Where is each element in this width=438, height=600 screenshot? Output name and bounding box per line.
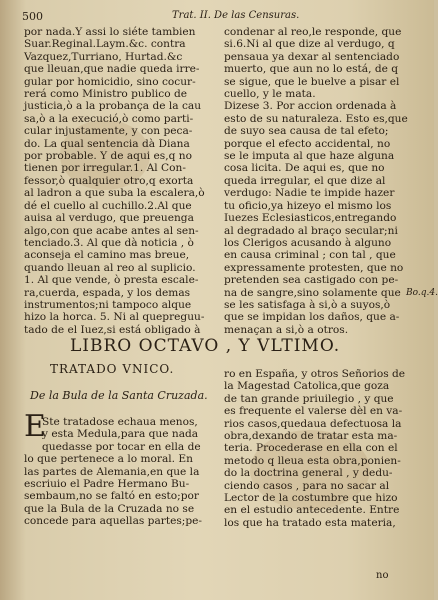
text-line: tu oficio,ya hizeyo el mismo los [224,199,392,212]
text-line: do la doctrina general , y dedu- [224,467,393,480]
text-line: es frequente el valerse dèl en va- [224,405,403,418]
text-line: que se impidan los daños, que a- [224,311,400,324]
text-line: que lleuan,que nadie queda irre- [24,63,200,76]
text-line: expressamente protesten, que no [224,261,404,274]
text-line: concede para aquellas partes;pe- [24,515,203,528]
text-line: dé el cuello al cuchillo.2.Al que [24,199,192,212]
text-line: metodo q lleua esta obra,ponien- [224,454,401,467]
text-line: verdugo: Nadie te impide hazer [224,187,395,200]
right-column-top [224,26,406,336]
text-line: de suyo sea causa de tal efeto; [224,125,389,138]
running-head: Trat. II. De las Censuras. [172,10,300,21]
text-line: do. La qual sentencia dà Diana [24,137,190,150]
text-line: pretenden sea castigado con pe- [224,274,399,287]
text-line: hizo la horca. 5. Ni al quepreguu- [24,311,205,324]
text-line: por probable. Y de aqui es,q no [24,150,192,163]
text-line: quando lleuan al reo al suplicio. [24,261,196,274]
text-line: rerá como Ministro publico de [24,88,188,101]
right-column-bottom [224,368,404,529]
text-line: se les satisfaga à si,ò a suyos,ò [224,298,391,311]
text-line: Suar.Reginal.Laym.&c. contra [24,38,186,51]
text-line: por nada.Y assi lo siéte tambien [24,26,196,38]
catchword: no [376,570,389,581]
text-line: los Clerigos acusando à alguno [224,236,392,249]
drop-cap: E [24,409,46,444]
text-line: gular por homicidio, sino cocur- [24,75,196,88]
treatise-title: TRATADO VNICO. [50,362,175,376]
text-line: las partes de Alemania,en que la [24,465,200,478]
text-line: tienen por irregular.1. Al Con- [24,162,186,175]
text-line: se sigue, que le buelve a pisar el [224,75,400,88]
text-line: Dizese 3. Por accion ordenada à [224,100,397,113]
text-line: sa,ò a la execució,ò como parti- [24,112,194,125]
book-title: LIBRO OCTAVO , Y VLTIMO. [70,336,341,356]
text-line: Vazquez,Turriano, Hurtad.&c [24,50,183,63]
text-line: que la Bula de la Cruzada no se [24,502,195,515]
text-line: ra,cuerda, espada, y los demas [24,286,191,299]
text-line: la Magestad Catolica,que goza [224,380,390,393]
text-line: instrumentos;ni tampoco alque [24,298,192,311]
text-line: cuello, y le mata. [224,88,316,101]
text-line: Iuezes Eclesiasticos,entregando [224,212,397,225]
text-line: al degradado al braço secular;ni [224,224,398,237]
text-line: ciendo casos , para no sacar al [224,479,390,492]
margin-note: Bo.q.4. [406,288,438,298]
text-line: cular injustamente, y con peca- [24,125,193,138]
text-line: cosa licita. De aqui es, que no [224,162,385,175]
text-line: justicia,ò a la probança de la cau [24,100,202,113]
left-column-bottom [24,416,214,528]
text-line: los que ha tratado esta materia, [224,516,396,529]
text-line: tenciado.3. Al que dà noticia , ò [24,236,194,249]
text-line: en causa criminal ; con tal , que [224,249,396,262]
text-line: teria. Procederase en ella con el [224,442,398,455]
text-line: aconseja el camino mas breue, [24,249,190,262]
text-line: 1. Al que vende, ò presta escale- [24,274,199,287]
text-line: sembaum,no se faltó en esto;por [24,490,199,503]
page-number: 500 [22,10,43,23]
page-header [22,10,410,24]
text-line: ro en España, y otros Señorios de [224,368,406,380]
text-line: si.6.Ni al que dize al verdugo, q [224,38,395,51]
text-line: se le imputa al que haze alguna [224,150,395,163]
text-line: Ste tratadose echaua menos, [42,416,198,428]
text-line: pensaua ya dexar al sentenciado [224,50,400,63]
text-line: al ladron a que suba la escalera,ò [24,187,205,200]
text-line: quedasse por tocar en ella de [42,440,201,453]
text-line: lo que pertenece a lo moral. En [24,453,193,466]
text-line: na de sangre,sino solamente que [224,286,401,299]
text-line: muerto, que aun no lo está, de q [224,63,399,76]
text-line: condenar al reo,le responde, que [224,26,402,38]
text-line: de tan grande priuilegio , y que [224,392,394,405]
text-line: algo,con que acabe antes al sen- [24,224,199,237]
text-line: obra,dexando de tratar esta ma- [224,430,398,443]
text-line: queda irregular, el que dize al [224,174,386,187]
text-line: tado de el Iuez,si está obligado à [24,323,201,336]
text-line: rios casos,quedaua defectuosa la [224,417,402,430]
section-title: De la Bula de la Santa Cruzada. [30,389,208,402]
text-line: Lector de la costumbre que hizo [224,492,398,505]
text-line: menaçan a si,ò a otros. [224,323,349,336]
text-line: auisa al verdugo, que preuenga [24,212,194,225]
text-line: en el estudio antecedente. Entre [224,504,400,517]
left-column-top [24,26,214,336]
text-line: fessor,ò qualquier otro,q exorta [24,174,194,187]
text-line: y esta Medula,para que nada [42,428,199,441]
text-line: esto de su naturaleza. Esto es,que [224,112,408,125]
text-line: porque el efecto accidental, no [224,137,391,150]
text-line: escriuio el Padre Hermano Bu- [24,478,190,491]
